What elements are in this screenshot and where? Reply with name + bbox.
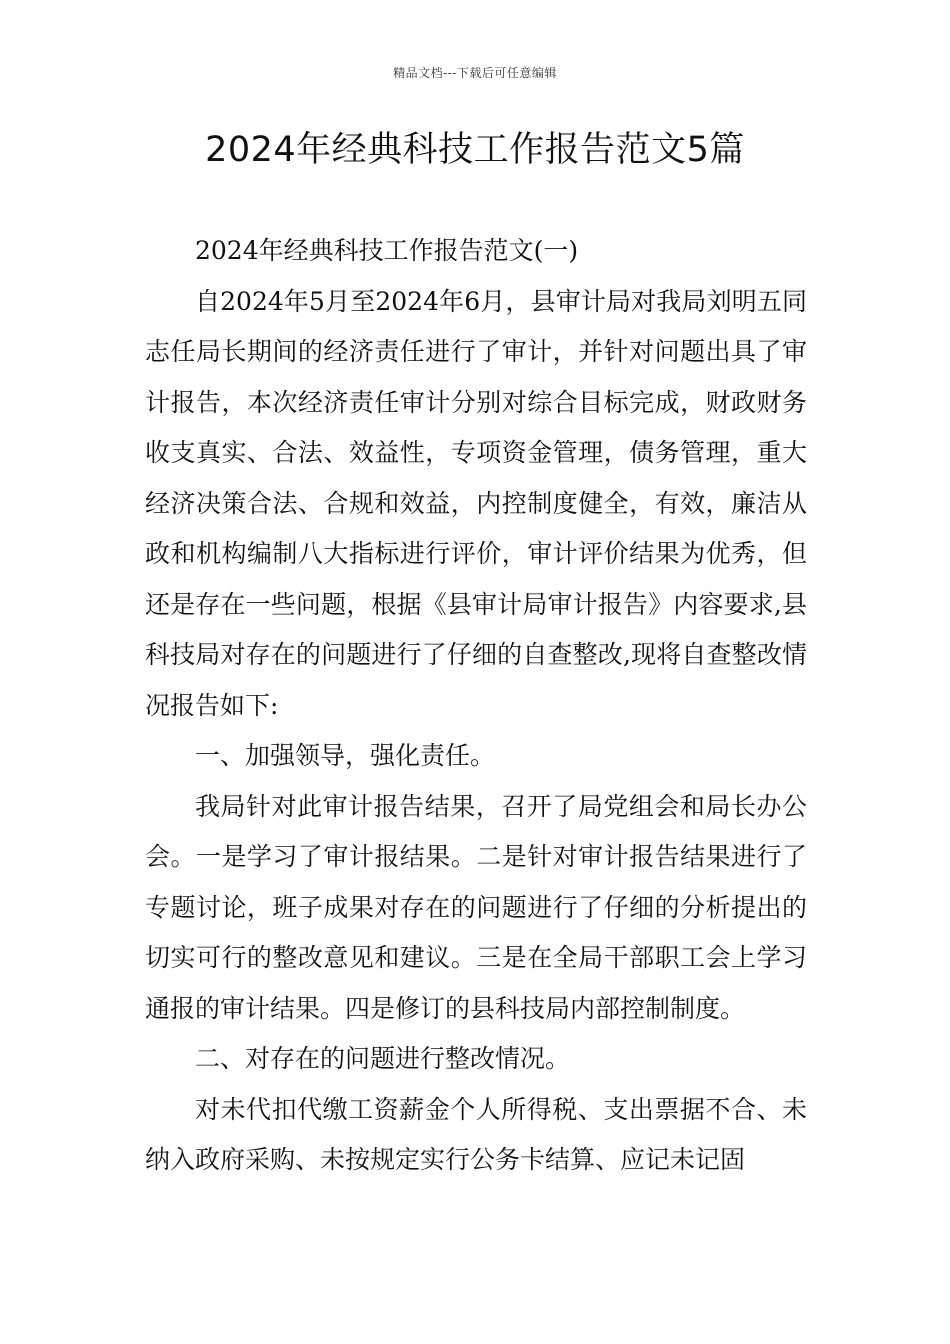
body-paragraph: 我局针对此审计报告结果，召开了局党组会和局长办公会。一是学习了审计报结果。二是针对审计报告结果进行了专题讨论，班子成果对存在的问题进行了仔细的分析提出的切实可行的整改意见和建议。三是在全局干部职工会上学习通报的审计结果。四是修订的县科技局内部控制制度。 [145,791,807,1023]
document-title: 2024年经典科技工作报告范文5篇 [205,130,745,170]
body-paragraph: 对未代扣代缴工资薪金个人所得税、支出票据不合、未纳入政府采购、未按规定实行公务卡结算、应记未记固 [145,1094,807,1174]
body-paragraph: 自2024年5月至2024年6月，县审计局对我局刘明五同志任局长期间的经济责任进行了审计，并针对问题出具了审计报告，本次经济责任审计分别对综合目标完成，财政财务收支真实、合法、效益性，专项资金管理，债务管理，重大经济决策合法、合规和效益，内控制度健全，有效，廉洁从政和机构编制八大指标进行评价，审计评价结果为优秀，但还是存在一些问题，根据《县审计局审计报告》内容要求,县科技局对存在的问题进行了仔细的自查整改,现将自查整改情况报告如下: [145,286,807,720]
section-heading: 二、对存在的问题进行整改情况。 [195,1044,571,1073]
header-note: 精品文档---下载后可任意编辑 [393,66,557,80]
document-body [145,226,807,1186]
section-heading: 一、加强领导，强化责任。 [195,741,496,770]
section-heading: 2024年经典科技工作报告范文(一) [195,236,579,265]
